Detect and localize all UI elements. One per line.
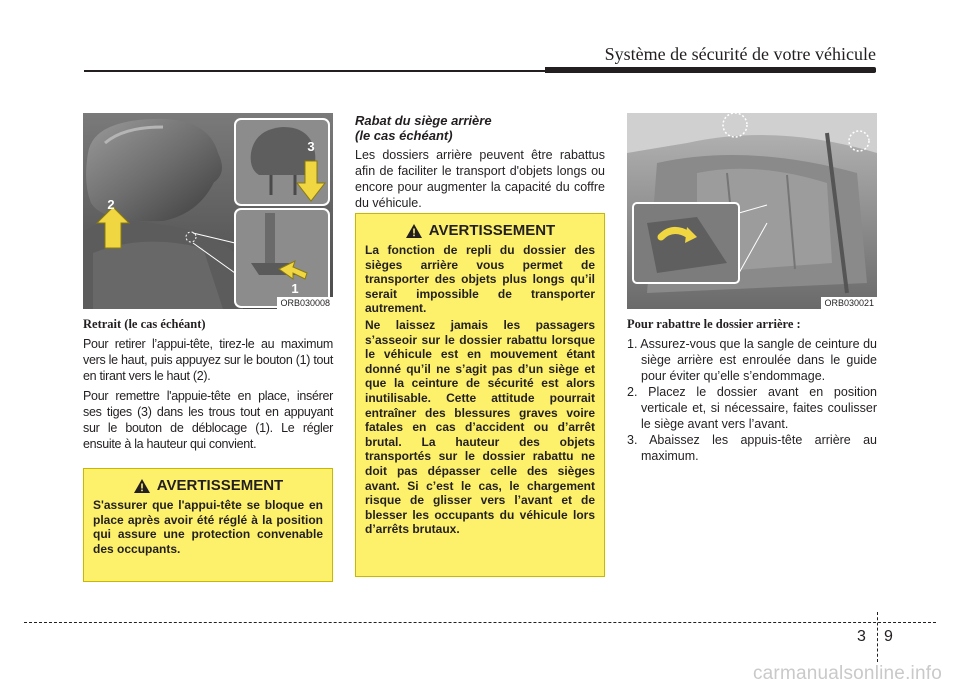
list-item: 3. Abaissez les appuis-tête arrière au maximum. [627, 433, 877, 463]
reinstall-paragraph: Pour remettre l'appuie-tête en place, insérer ses tiges (3) dans les trous tout en appuyant sur le bouton de déblocage (1). Le régler ensuite à la hauteur qui convient. [83, 389, 333, 451]
chapter-number: 3 [857, 628, 866, 645]
section-heading-removal: Retrait (le cas échéant) [83, 317, 206, 331]
warning-title [365, 222, 595, 239]
figure-code: ORB030021 [821, 297, 877, 309]
warning-triangle-icon [133, 478, 151, 494]
warning-box-headrest [83, 468, 333, 582]
warning-box-folding [355, 213, 605, 577]
page-number: 9 [884, 628, 893, 645]
label-2: 2 [107, 197, 115, 212]
label-1: 1 [291, 281, 299, 296]
rear-seat-drawing [627, 113, 877, 309]
list-item: 1. Assurez-vous que la sangle de ceinture du siège arrière est enroulée dans le guide pour éviter qu’elle s’endommage. [627, 337, 877, 383]
warning-paragraph-2: Ne laissez jamais les passagers s’asseoir sur le dossier rabattu lorsque le véhicule est en mouvement étant donné qu’il ne s’agit pas d’un siège et que la ceinture de sécurité est alors inutilisable. Cette attitude pourrait entraîner des blessures graves voire fatales en cas d’accident ou d’arrêt brutal. La hauteur des objets transportés sur le dossier rabattu ne doit pas dépasser celle des sièges avant. Si c’est le cas, le chargement risque de glisser vers l’avant et de blesser les occupants du véhicule lors d’arrêts brutaux. [365, 317, 595, 537]
warning-paragraph-1: La fonction de repli du dossier des sièges arrière vous permet de transporter des objets plus longs qu’il serait impossible de transporter autrement. [365, 243, 595, 316]
removal-paragraph: Pour retirer l’appui-tête, tirez-le au maximum vers le haut, puis appuyez sur le bouton (1) tout en tirant vers le haut (2). [83, 337, 333, 383]
folding-paragraph: Les dossiers arrière peuvent être rabattus afin de faciliter le transport d'objets longs ou encore pour augmenter la capacité du coffre du véhicule. [355, 148, 605, 210]
warning-title-text: AVERTISSEMENT [428, 222, 556, 239]
label-3: 3 [307, 139, 315, 154]
headrest-drawing [83, 113, 333, 309]
page-header-title: Système de sécurité de votre véhicule [604, 44, 876, 64]
section-heading-fold-steps: Pour rabattre le dossier arrière : [627, 317, 801, 331]
fold-steps-list [627, 336, 877, 464]
middle-column [355, 113, 605, 211]
warning-title [93, 477, 323, 494]
headrest-illustration [83, 113, 333, 309]
warning-triangle-icon [405, 223, 423, 239]
footer-rule [24, 622, 936, 623]
warning-title-text: AVERTISSEMENT [156, 477, 284, 494]
warning-text [365, 243, 595, 537]
warning-text: S'assurer que l'appui-tête se bloque en place après avoir été réglé à la position qui assure une protection convenable des occupants. [93, 498, 323, 556]
footer-divider [877, 612, 878, 662]
header-rule-accent [545, 67, 876, 73]
figure-code: ORB030008 [277, 297, 333, 309]
section-heading-folding [355, 113, 605, 143]
heading-line-2: (le cas échéant) [355, 128, 453, 143]
list-item: 2. Placez le dossier avant en position verticale et, si nécessaire, faites coulisser le siège avant vers l’avant. [627, 385, 877, 431]
heading-line-1: Rabat du siège arrière [355, 113, 492, 128]
rear-seat-illustration [627, 113, 877, 309]
left-column [83, 113, 333, 452]
right-column [627, 113, 877, 464]
watermark: carmanualsonline.info [752, 663, 942, 684]
